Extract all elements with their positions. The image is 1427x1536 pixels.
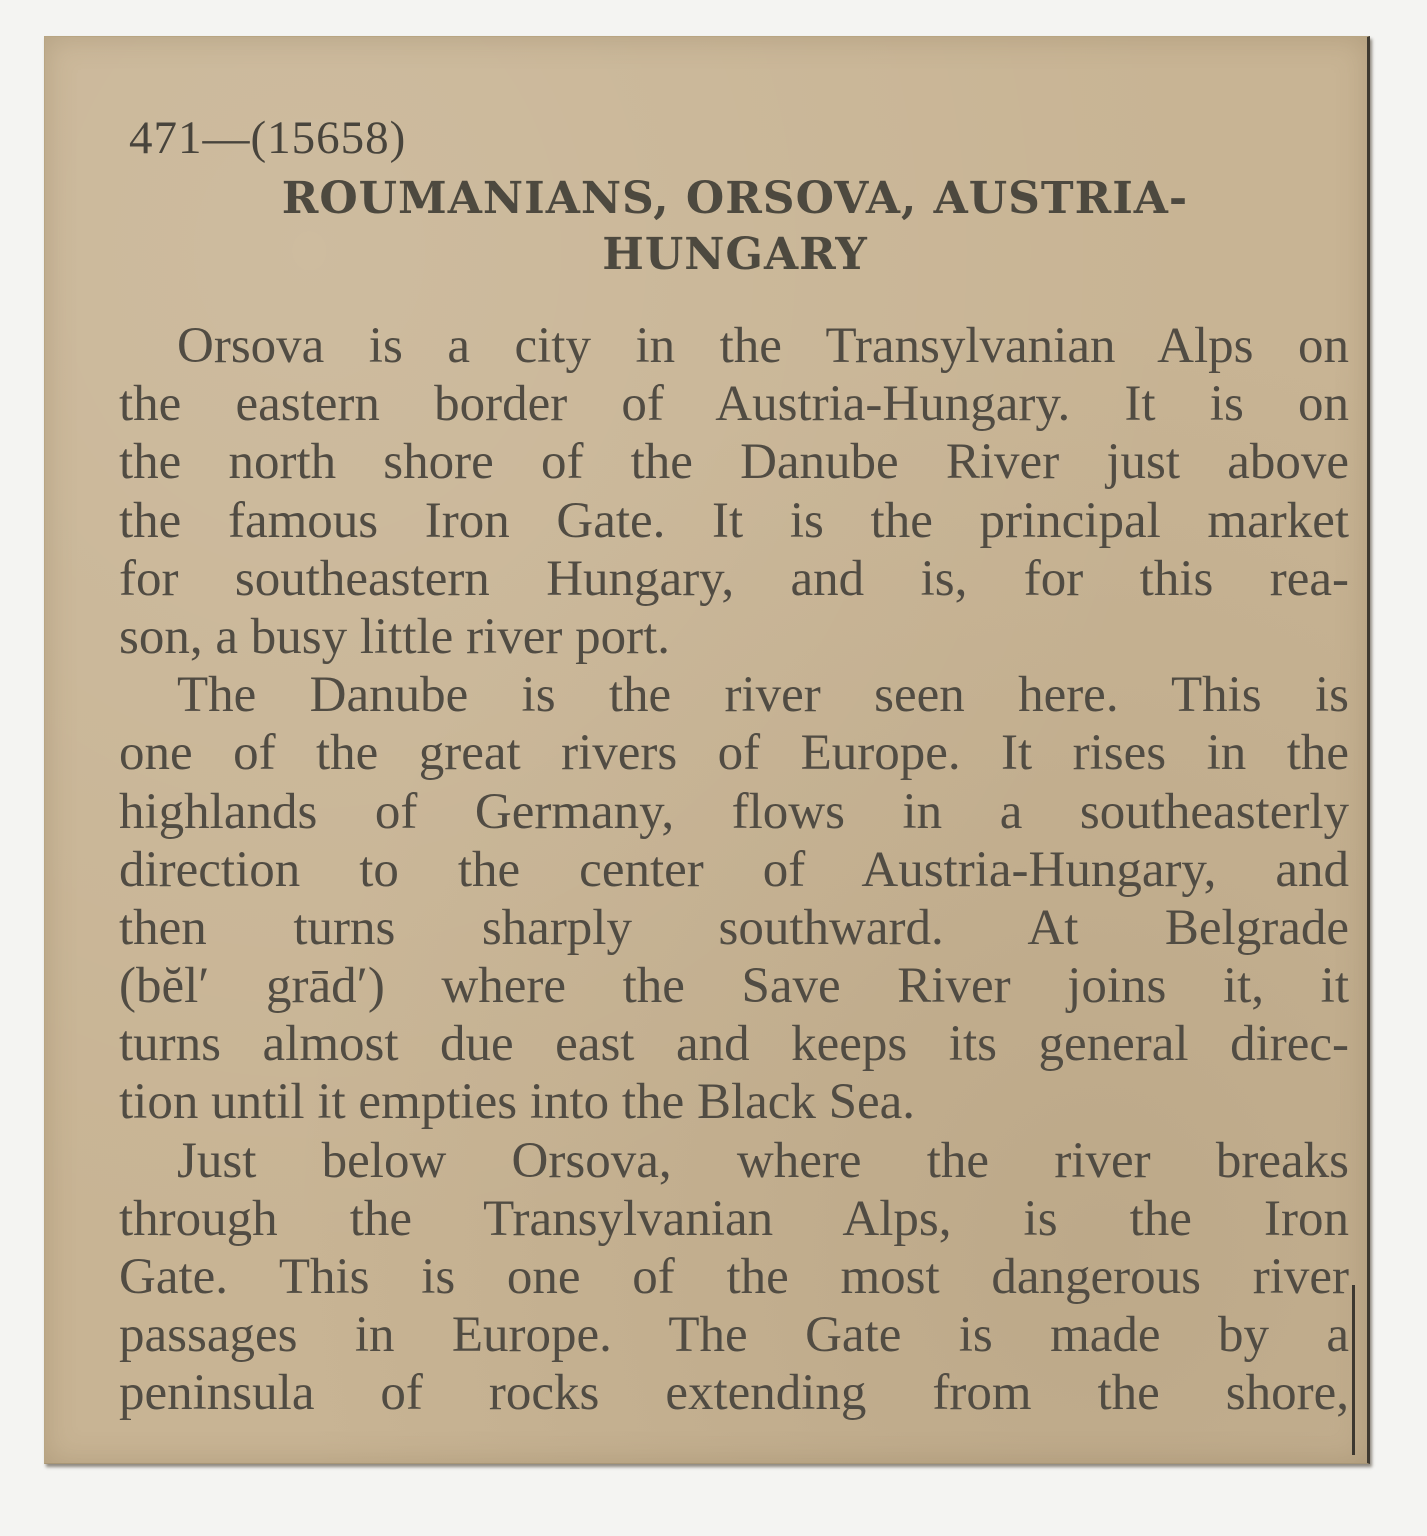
paragraph-1-line: son, a busy little river port. xyxy=(119,608,670,665)
paragraph-3-line: peninsula of rocks extending from the shore, xyxy=(119,1365,1349,1422)
paragraph-1-line: the eastern border of Austria-Hungary. It is on xyxy=(119,376,1349,433)
paragraph-2-line: then turns sharply southward. At Belgrade xyxy=(119,899,1349,956)
card-title-line: HUNGARY xyxy=(602,229,868,280)
paragraph-2-line: direction to the center of Austria-Hungary, and xyxy=(119,841,1349,898)
stereoview-text-card xyxy=(44,36,1370,1464)
paragraph-2-line: (bĕl′ grād′) where the Save River joins it, it xyxy=(119,958,1349,1015)
paragraph-2-line: one of the great rivers of Europe. It rises in the xyxy=(119,725,1349,782)
paragraph-3-line: through the Transylvanian Alps, is the Iron xyxy=(119,1190,1349,1247)
paragraph-1-line: Orsova is a city in the Transylvanian Alps on xyxy=(177,318,1349,374)
paragraph-2-line: highlands of Germany, flows in a southeasterly xyxy=(119,783,1349,840)
card-edge-shadow xyxy=(1352,1285,1355,1455)
paragraph-2-line: tion until it empties into the Black Sea. xyxy=(119,1074,916,1131)
card-title-line: ROUMANIANS, ORSOVA, AUSTRIA- xyxy=(281,173,1189,224)
card-body-text xyxy=(119,317,1349,1423)
paragraph-3-line: Gate. This is one of the most dangerous river xyxy=(119,1249,1349,1305)
paragraph-1-line: the north shore of the Danube River just above xyxy=(119,434,1349,491)
paragraph-1-line: the famous Iron Gate. It is the principal market xyxy=(119,492,1349,549)
card-title xyxy=(125,171,1345,283)
catalog-number: 471—(15658) xyxy=(129,112,407,164)
paragraph-2-line: turns almost due east and keeps its general direc- xyxy=(119,1016,1349,1073)
paragraph-3-line: passages in Europe. The Gate is made by a xyxy=(119,1307,1349,1364)
paragraph-3-line: Just below Orsova, where the river breaks xyxy=(177,1132,1349,1189)
paragraph-2-line: The Danube is the river seen here. This is xyxy=(177,667,1349,724)
paragraph-1-line: for southeastern Hungary, and is, for this rea- xyxy=(119,550,1349,607)
